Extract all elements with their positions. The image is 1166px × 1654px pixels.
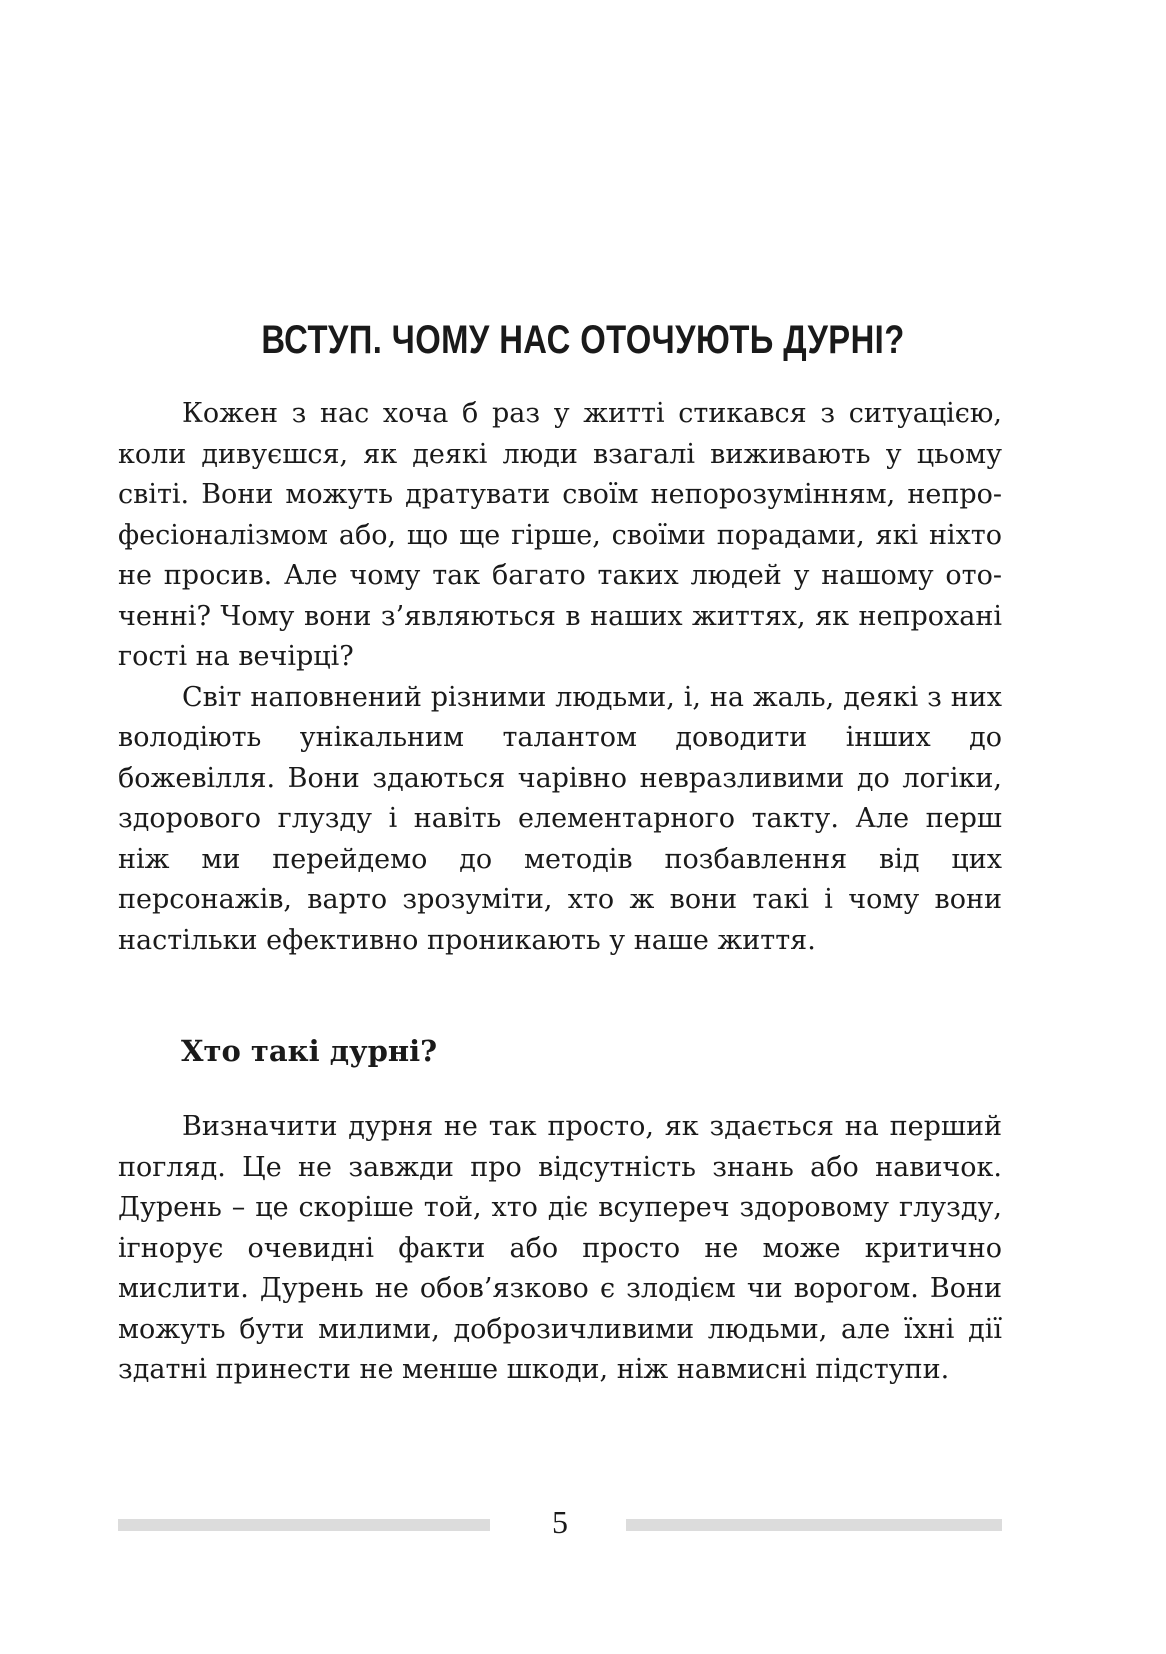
paragraph: Світ наповнений різними людьми, і, на жаль, деякі з них володіють унікальним талантом доводити інших до божевілля. Вони здаються чарівно невразливими до логіки, здорового глузду і навіть елементарного такту. Але перш ніж ми перейдемо до методів позбавлення від цих персонажів, варто зрозуміти, хто ж вони такі і чому вони настільки ефективно проникають у наше життя. (118, 681, 1002, 956)
section-text (118, 1107, 1002, 1391)
intro-text (118, 394, 1002, 961)
section-title: Хто такі дурні? (181, 1034, 438, 1068)
paragraph: Кожен з нас хоча б раз у житті стикався з ситуацією, коли дивуєшся, як деякі люди взагалі виживають у цьому світі. Вони можуть дратувати своїм непорозумінням, непрофесіоналізмом або, що ще гірше, своїми порадами, які ніхто не просив. Але чому так багато таких людей у нашому оточенні? Чому вони з’являються в наших життях, як непрохані гості на вечірці? (118, 398, 1002, 672)
chapter-title: ВСТУП. ЧОМУ НАС ОТОЧУЮТЬ ДУРНІ? (261, 318, 905, 362)
page-number: 5 (552, 1504, 568, 1540)
footer-rule-left (118, 1519, 490, 1531)
footer-rule-right (626, 1519, 1002, 1531)
paragraph: Визначити дурня не так просто, як здається на перший погляд. Це не завжди про відсутність знань або навичок. Дурень – це скоріше той, хто діє всупереч здоровому глузду, ігнорує очевидні факти або просто не може критично мислити. Дурень не обов’язково є злодієм чи ворогом. Вони можуть бути милими, доброзичливими людьми, але їхні дії здатні принести не менше шкоди, ніж навмисні підступи. (118, 1111, 1002, 1385)
